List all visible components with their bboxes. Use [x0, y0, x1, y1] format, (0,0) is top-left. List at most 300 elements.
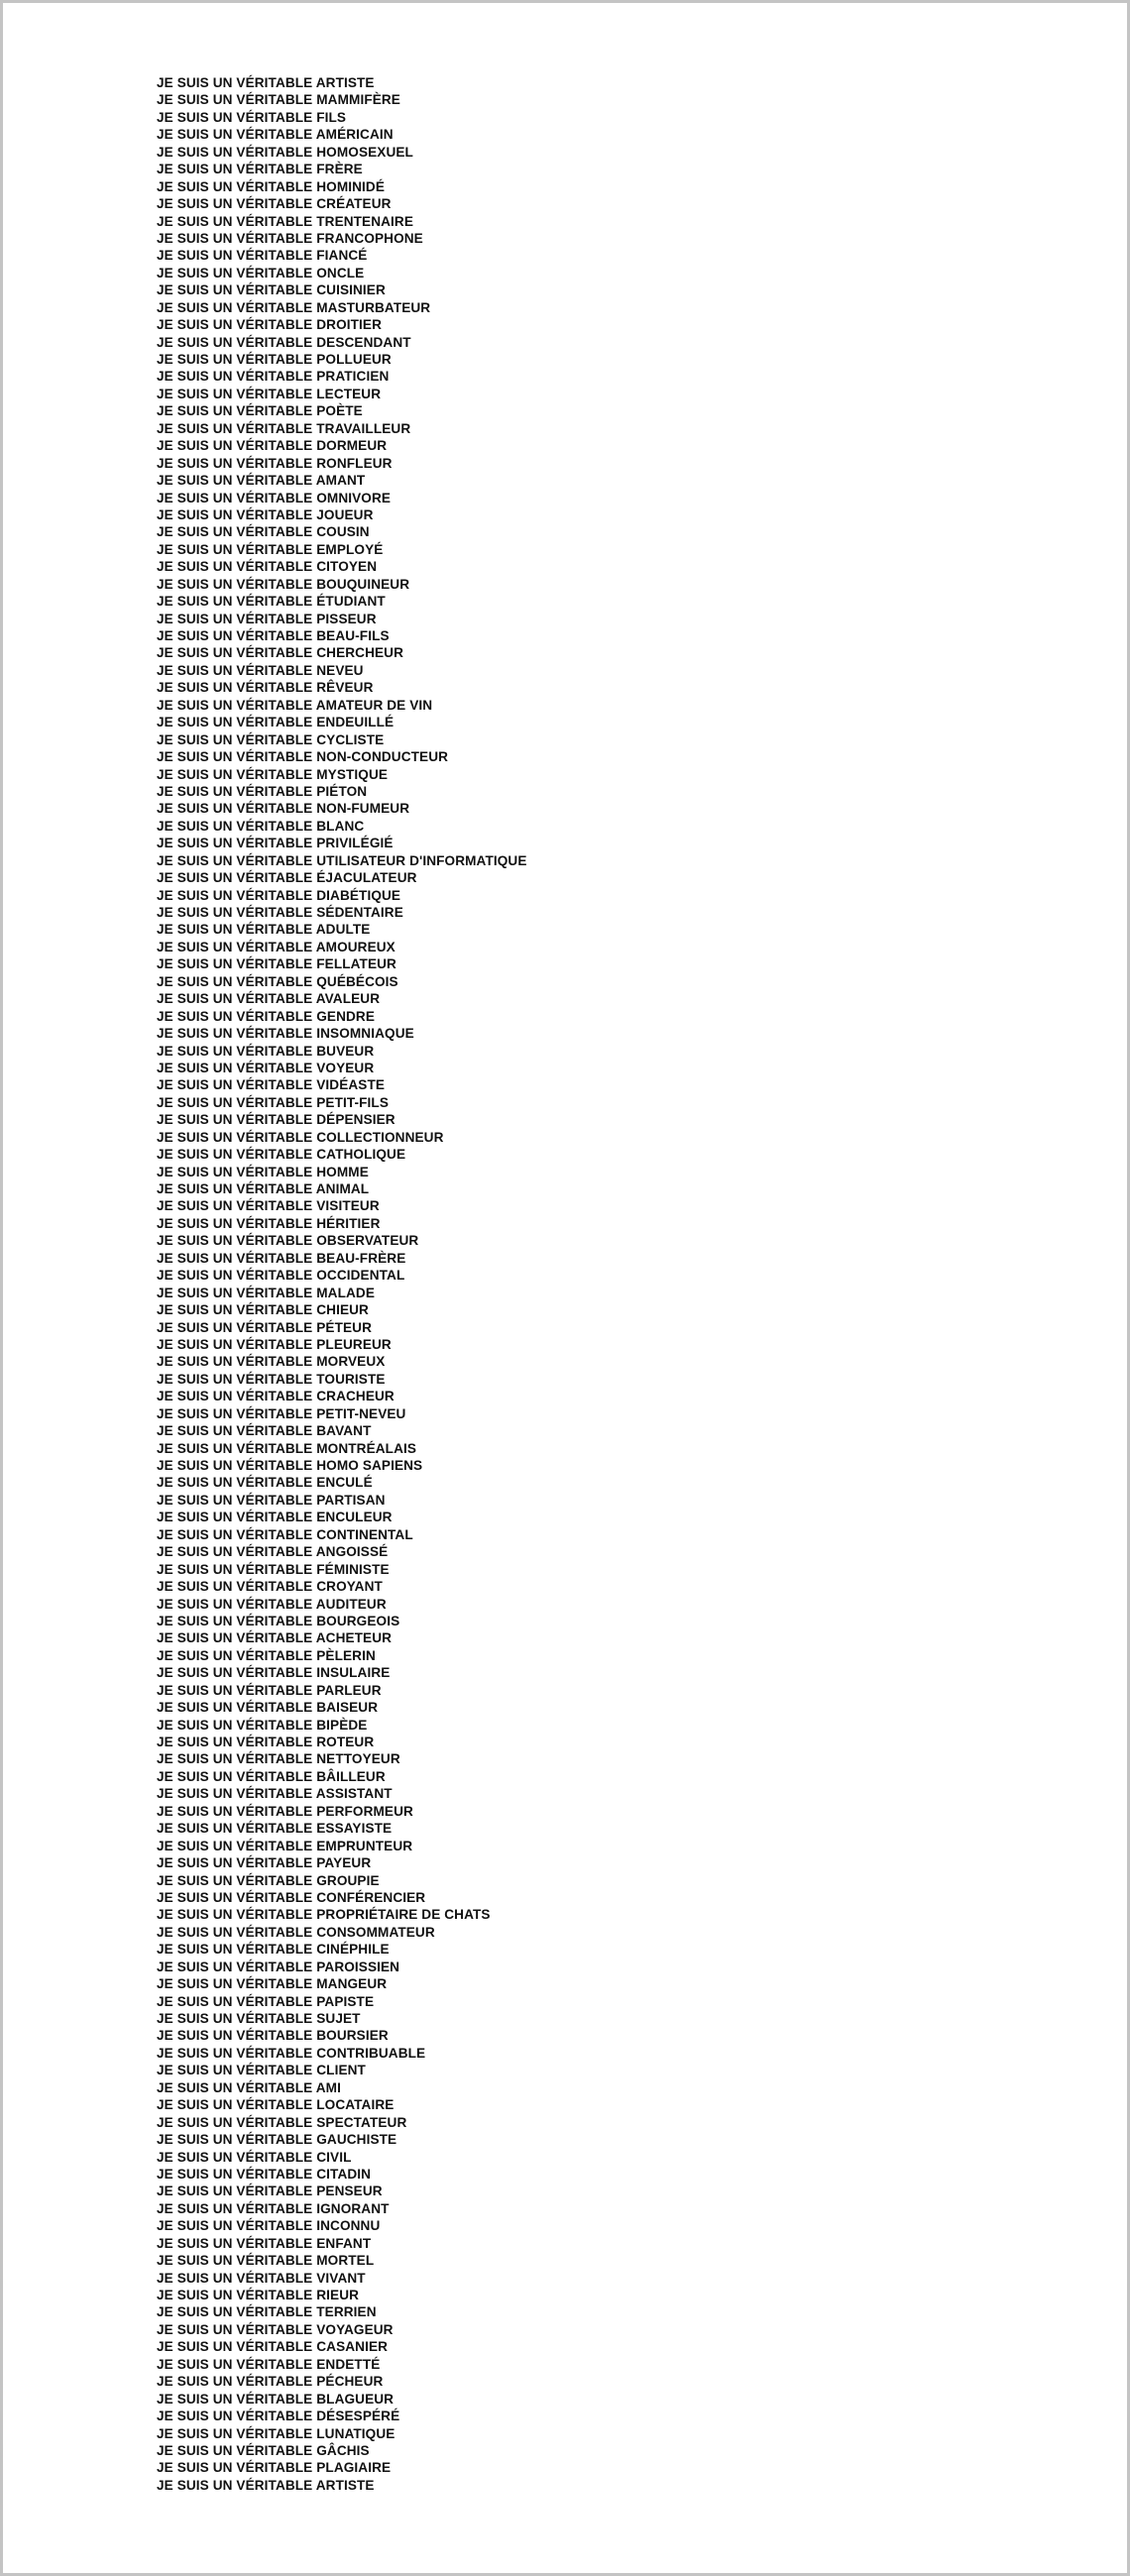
line-prefix: JE SUIS UN VÉRITABLE [157, 2253, 313, 2269]
line-prefix: JE SUIS UN VÉRITABLE [157, 490, 313, 505]
line-prefix: JE SUIS UN VÉRITABLE [157, 818, 313, 834]
poem-line [157, 2200, 527, 2217]
line-prefix: JE SUIS UN VÉRITABLE [157, 1907, 313, 1923]
line-prefix: JE SUIS UN VÉRITABLE [157, 611, 313, 626]
poem-line [157, 230, 527, 247]
poem-line [157, 1872, 527, 1889]
poem-line [157, 1596, 527, 1613]
poem-line [157, 1405, 527, 1422]
line-word: PRIVILÉGIÉ [316, 836, 394, 851]
line-word: SÉDENTAIRE [316, 905, 403, 920]
line-word: OBSERVATEUR [316, 1233, 419, 1249]
line-word: OMNIVORE [316, 490, 392, 505]
poem-line [157, 697, 527, 714]
line-prefix: JE SUIS UN VÉRITABLE [157, 282, 313, 298]
line-word: DÉPENSIER [316, 1112, 396, 1128]
line-prefix: JE SUIS UN VÉRITABLE [157, 2184, 313, 2199]
poem-line [157, 316, 527, 333]
line-prefix: JE SUIS UN VÉRITABLE [157, 1129, 313, 1145]
line-prefix: JE SUIS UN VÉRITABLE [157, 524, 313, 540]
poem-line [157, 887, 527, 904]
poem-line [157, 835, 527, 851]
poem-line [157, 1785, 527, 1802]
line-word: CINÉPHILE [316, 1942, 390, 1958]
line-word: CATHOLIQUE [316, 1147, 406, 1163]
line-prefix: JE SUIS UN VÉRITABLE [157, 1475, 313, 1491]
poem-line [157, 1509, 527, 1525]
poem-line [157, 1889, 527, 1906]
poem-line [157, 1319, 527, 1336]
line-word: DÉSESPÉRÉ [316, 2408, 400, 2424]
line-prefix: JE SUIS UN VÉRITABLE [157, 628, 313, 643]
poem-line [157, 2045, 527, 2062]
line-prefix: JE SUIS UN VÉRITABLE [157, 680, 313, 696]
line-word: TRENTENAIRE [316, 213, 414, 229]
line-word: VIDÉASTE [316, 1077, 386, 1093]
line-word: CONFÉRENCIER [316, 1889, 426, 1905]
poem-line [157, 1111, 527, 1128]
poem-line [157, 2166, 527, 2183]
poem-line [157, 1440, 527, 1457]
line-word: GENDRE [316, 1008, 376, 1024]
line-word: JOUEUR [316, 506, 374, 522]
line-prefix: JE SUIS UN VÉRITABLE [157, 2339, 313, 2355]
line-prefix: JE SUIS UN VÉRITABLE [157, 2045, 313, 2061]
poem-line [157, 2096, 527, 2113]
line-word: PENSEUR [316, 2184, 383, 2199]
poem-line [157, 576, 527, 593]
line-word: HOMME [316, 1164, 369, 1179]
line-word: PAYEUR [316, 1855, 372, 1871]
line-word: VOYEUR [316, 1060, 375, 1075]
line-prefix: JE SUIS UN VÉRITABLE [157, 1647, 313, 1663]
line-prefix: JE SUIS UN VÉRITABLE [157, 2425, 313, 2441]
line-prefix: JE SUIS UN VÉRITABLE [157, 731, 313, 747]
line-prefix: JE SUIS UN VÉRITABLE [157, 1735, 313, 1749]
line-word: HÉRITIER [316, 1215, 381, 1231]
poem-line [157, 1094, 527, 1111]
line-word: VISITEUR [316, 1198, 380, 1214]
poem-line [157, 990, 527, 1007]
line-word: PLEUREUR [316, 1336, 392, 1352]
line-prefix: JE SUIS UN VÉRITABLE [157, 1510, 313, 1525]
line-word: PRATICIEN [316, 369, 390, 385]
line-word: LECTEUR [316, 386, 382, 401]
line-prefix: JE SUIS UN VÉRITABLE [157, 887, 313, 903]
line-word: BOUQUINEUR [316, 576, 410, 592]
line-word: FILS [316, 109, 347, 125]
line-prefix: JE SUIS UN VÉRITABLE [157, 2079, 313, 2095]
line-word: MORTEL [316, 2253, 375, 2269]
line-word: PETIT-FILS [316, 1094, 389, 1110]
poem-line [157, 2217, 527, 2234]
line-word: COUSIN [316, 524, 370, 540]
line-word: ENDETTÉ [316, 2356, 381, 2372]
line-word: MASTURBATEUR [316, 299, 431, 315]
line-word: HOMOSEXUEL [316, 144, 413, 160]
poem-line [157, 1750, 527, 1767]
line-prefix: JE SUIS UN VÉRITABLE [157, 1526, 313, 1542]
line-prefix: JE SUIS UN VÉRITABLE [157, 1164, 313, 1179]
line-word: AMÉRICAIN [315, 127, 394, 143]
line-prefix: JE SUIS UN VÉRITABLE [157, 1544, 313, 1560]
poem-line [157, 2459, 527, 2476]
line-word: TRAVAILLEUR [316, 420, 411, 436]
line-word: PISSEUR [316, 611, 377, 626]
poem-line [157, 939, 527, 955]
poem-line [157, 472, 527, 489]
line-prefix: JE SUIS UN VÉRITABLE [157, 1060, 313, 1075]
line-word: TOURISTE [316, 1371, 386, 1387]
line-prefix: JE SUIS UN VÉRITABLE [157, 265, 313, 280]
poem-line [157, 1076, 527, 1093]
line-prefix: JE SUIS UN VÉRITABLE [157, 1147, 313, 1163]
line-prefix: JE SUIS UN VÉRITABLE [157, 1700, 313, 1716]
poem-line [157, 869, 527, 886]
poem-line [157, 2338, 527, 2355]
line-word: INSOMNIAQUE [316, 1026, 414, 1042]
line-word: PAROISSIEN [316, 1959, 400, 1974]
line-prefix: JE SUIS UN VÉRITABLE [157, 852, 313, 868]
line-prefix: JE SUIS UN VÉRITABLE [157, 369, 313, 385]
line-prefix: JE SUIS UN VÉRITABLE [157, 1250, 313, 1266]
line-word: ACHETEUR [315, 1630, 393, 1646]
line-prefix: JE SUIS UN VÉRITABLE [157, 2132, 313, 2148]
line-prefix: JE SUIS UN VÉRITABLE [157, 1579, 313, 1595]
poem-line [157, 281, 527, 298]
poem-line [157, 1543, 527, 1560]
poem-line [157, 1717, 527, 1734]
line-word: CYCLISTE [316, 731, 385, 747]
line-prefix: JE SUIS UN VÉRITABLE [157, 870, 313, 886]
line-prefix: JE SUIS UN VÉRITABLE [157, 75, 313, 90]
poem-line [157, 2131, 527, 2148]
line-prefix: JE SUIS UN VÉRITABLE [157, 1872, 313, 1888]
line-word: BÂILLEUR [316, 1768, 386, 1784]
poem-line [157, 2391, 527, 2408]
line-word: PLAGIAIRE [316, 2460, 392, 2476]
line-prefix: JE SUIS UN VÉRITABLE [157, 506, 313, 522]
poem-line [157, 2321, 527, 2338]
poem-line [157, 2183, 527, 2199]
line-word: ENCULEUR [316, 1510, 393, 1525]
poem-line [157, 1820, 527, 1837]
line-prefix: JE SUIS UN VÉRITABLE [157, 1233, 313, 1249]
line-prefix: JE SUIS UN VÉRITABLE [157, 1942, 313, 1958]
line-prefix: JE SUIS UN VÉRITABLE [157, 403, 313, 419]
line-prefix: JE SUIS UN VÉRITABLE [157, 922, 313, 938]
line-prefix: JE SUIS UN VÉRITABLE [157, 2304, 313, 2320]
line-word: CASANIER [316, 2339, 389, 2355]
line-word: TERRIEN [316, 2304, 377, 2320]
line-prefix: JE SUIS UN VÉRITABLE [157, 162, 313, 177]
poem-line [157, 541, 527, 558]
poem-line [157, 1371, 527, 1388]
line-prefix: JE SUIS UN VÉRITABLE [157, 1561, 313, 1577]
poem-line [157, 2027, 527, 2044]
poem-line [157, 1959, 527, 1975]
line-prefix: JE SUIS UN VÉRITABLE [157, 1821, 313, 1837]
line-word: ROTEUR [316, 1735, 375, 1749]
poem-line [157, 144, 527, 161]
line-prefix: JE SUIS UN VÉRITABLE [157, 1924, 313, 1940]
poem-line [157, 178, 527, 195]
line-prefix: JE SUIS UN VÉRITABLE [157, 109, 313, 125]
poem-line [157, 91, 527, 108]
line-word: BIPÈDE [316, 1717, 368, 1733]
line-word: SUJET [316, 2011, 361, 2026]
line-prefix: JE SUIS UN VÉRITABLE [157, 1803, 313, 1819]
line-word: MYSTIQUE [316, 766, 389, 782]
poem-line [157, 1975, 527, 1992]
line-word: MALADE [316, 1285, 375, 1300]
poem-line [157, 351, 527, 368]
line-prefix: JE SUIS UN VÉRITABLE [157, 2460, 313, 2476]
line-prefix: JE SUIS UN VÉRITABLE [157, 1630, 313, 1646]
line-word: INSULAIRE [316, 1665, 391, 1681]
poem-line [157, 627, 527, 644]
poem-line [157, 679, 527, 696]
line-prefix: JE SUIS UN VÉRITABLE [157, 1717, 313, 1733]
line-word: POÈTE [316, 403, 363, 419]
poem-line [157, 766, 527, 783]
poem-line [157, 2062, 527, 2078]
line-word: CHERCHEUR [316, 645, 404, 661]
line-prefix: JE SUIS UN VÉRITABLE [157, 1354, 313, 1370]
line-word: ÉTUDIANT [316, 594, 386, 610]
poem-line [157, 2287, 527, 2303]
line-word: DIABÉTIQUE [316, 887, 401, 903]
poem-line [157, 1025, 527, 1042]
line-word: LOCATAIRE [316, 2097, 395, 2113]
line-prefix: JE SUIS UN VÉRITABLE [157, 905, 313, 920]
poem-line [157, 2477, 527, 2494]
line-word: NON-FUMEUR [316, 801, 410, 817]
line-word: BLAGUEUR [316, 2391, 395, 2407]
poem-line [157, 1250, 527, 1267]
line-prefix: JE SUIS UN VÉRITABLE [157, 1181, 313, 1196]
poem-line [157, 783, 527, 800]
poem-line [157, 955, 527, 972]
line-prefix: JE SUIS UN VÉRITABLE [157, 1596, 313, 1612]
line-prefix: JE SUIS UN VÉRITABLE [157, 1976, 313, 1992]
line-word: DORMEUR [316, 438, 388, 454]
poem-line [157, 1578, 527, 1595]
line-word: PÈLERIN [316, 1647, 376, 1663]
poem-line [157, 1301, 527, 1318]
line-word: ARTISTE [315, 75, 375, 90]
poem-line [157, 1629, 527, 1646]
line-prefix: JE SUIS UN VÉRITABLE [157, 715, 313, 730]
line-word: GAUCHISTE [316, 2132, 397, 2148]
line-word: RONFLEUR [316, 455, 393, 471]
line-prefix: JE SUIS UN VÉRITABLE [157, 1198, 313, 1214]
line-prefix: JE SUIS UN VÉRITABLE [157, 576, 313, 592]
line-prefix: JE SUIS UN VÉRITABLE [157, 1959, 313, 1974]
poem-line [157, 247, 527, 264]
line-word: ANIMAL [315, 1181, 370, 1196]
line-word: ARTISTE [315, 2477, 375, 2493]
line-word: FÉMINISTE [316, 1561, 390, 1577]
line-word: ÉJACULATEUR [316, 870, 417, 886]
line-prefix: JE SUIS UN VÉRITABLE [157, 1682, 313, 1698]
line-word: PETIT-NEVEU [316, 1405, 406, 1421]
line-prefix: JE SUIS UN VÉRITABLE [157, 2063, 313, 2078]
poem-text [157, 74, 527, 2494]
line-word: NON-CONDUCTEUR [316, 749, 449, 765]
line-prefix: JE SUIS UN VÉRITABLE [157, 2442, 313, 2458]
line-prefix: JE SUIS UN VÉRITABLE [157, 2374, 313, 2390]
poem-line [157, 800, 527, 817]
line-word: DROITIER [316, 317, 382, 333]
line-prefix: JE SUIS UN VÉRITABLE [157, 645, 313, 661]
poem-line [157, 1180, 527, 1197]
line-word: POLLUEUR [316, 352, 392, 367]
line-word: HOMO SAPIENS [316, 1458, 423, 1473]
poem-line [157, 74, 527, 91]
poem-line [157, 1768, 527, 1785]
line-prefix: JE SUIS UN VÉRITABLE [157, 1215, 313, 1231]
line-word: ASSISTANT [315, 1786, 393, 1802]
line-word: AUDITEUR [315, 1596, 387, 1612]
line-prefix: JE SUIS UN VÉRITABLE [157, 1043, 313, 1059]
line-word: CRÉATEUR [316, 196, 392, 212]
line-prefix: JE SUIS UN VÉRITABLE [157, 1440, 313, 1456]
line-prefix: JE SUIS UN VÉRITABLE [157, 2477, 313, 2493]
line-prefix: JE SUIS UN VÉRITABLE [157, 1268, 313, 1284]
line-prefix: JE SUIS UN VÉRITABLE [157, 1094, 313, 1110]
poem-line [157, 490, 527, 506]
line-word: CITOYEN [316, 559, 378, 575]
line-prefix: JE SUIS UN VÉRITABLE [157, 956, 313, 972]
line-word: ADULTE [315, 922, 371, 938]
poem-line [157, 1060, 527, 1076]
poem-line [157, 1008, 527, 1025]
poem-line [157, 1285, 527, 1301]
line-word: MONTRÉALAIS [316, 1440, 417, 1456]
line-word: SPECTATEUR [316, 2114, 407, 2130]
line-word: NETTOYEUR [316, 1751, 400, 1767]
line-prefix: JE SUIS UN VÉRITABLE [157, 248, 313, 264]
line-word: FRANCOPHONE [316, 230, 423, 246]
poem-line [157, 334, 527, 351]
line-prefix: JE SUIS UN VÉRITABLE [157, 178, 313, 194]
line-prefix: JE SUIS UN VÉRITABLE [157, 1336, 313, 1352]
poem-line [157, 558, 527, 575]
poem-line [157, 1854, 527, 1871]
line-word: AMI [315, 2079, 341, 2095]
poem-line [157, 593, 527, 610]
line-word: CITADIN [316, 2166, 372, 2182]
poem-line [157, 1941, 527, 1958]
poem-line [157, 523, 527, 540]
line-word: VIVANT [316, 2270, 366, 2286]
poem-line [157, 109, 527, 126]
line-word: BOURSIER [316, 2028, 389, 2044]
poem-line [157, 1993, 527, 2010]
poem-line [157, 402, 527, 419]
line-prefix: JE SUIS UN VÉRITABLE [157, 2356, 313, 2372]
poem-line [157, 368, 527, 385]
line-prefix: JE SUIS UN VÉRITABLE [157, 594, 313, 610]
poem-line [157, 161, 527, 177]
line-prefix: JE SUIS UN VÉRITABLE [157, 697, 313, 713]
line-prefix: JE SUIS UN VÉRITABLE [157, 213, 313, 229]
line-prefix: JE SUIS UN VÉRITABLE [157, 1371, 313, 1387]
poem-line [157, 611, 527, 627]
poem-line [157, 1215, 527, 1232]
line-prefix: JE SUIS UN VÉRITABLE [157, 230, 313, 246]
line-word: DESCENDANT [316, 334, 411, 350]
line-word: PARLEUR [316, 1682, 382, 1698]
poem-line [157, 1664, 527, 1681]
line-prefix: JE SUIS UN VÉRITABLE [157, 438, 313, 454]
line-word: PROPRIÉTAIRE DE CHATS [316, 1907, 491, 1923]
line-word: BOURGEOIS [316, 1613, 400, 1628]
line-prefix: JE SUIS UN VÉRITABLE [157, 1389, 313, 1404]
poem-line [157, 1561, 527, 1578]
line-prefix: JE SUIS UN VÉRITABLE [157, 1613, 313, 1628]
line-prefix: JE SUIS UN VÉRITABLE [157, 2288, 313, 2302]
poem-line [157, 662, 527, 679]
poem-line [157, 455, 527, 472]
poem-line [157, 1457, 527, 1474]
line-prefix: JE SUIS UN VÉRITABLE [157, 2166, 313, 2182]
line-word: ESSAYISTE [316, 1821, 393, 1837]
line-prefix: JE SUIS UN VÉRITABLE [157, 1492, 313, 1508]
poem-line [157, 1682, 527, 1699]
poem-line [157, 1647, 527, 1664]
poem-line [157, 1197, 527, 1214]
poem-line [157, 1699, 527, 1716]
line-prefix: JE SUIS UN VÉRITABLE [157, 749, 313, 765]
poem-line [157, 1267, 527, 1284]
line-prefix: JE SUIS UN VÉRITABLE [157, 1838, 313, 1853]
poem-line [157, 2303, 527, 2320]
line-word: GROUPIE [316, 1872, 380, 1888]
line-prefix: JE SUIS UN VÉRITABLE [157, 541, 313, 557]
poem-line [157, 299, 527, 316]
line-word: ANGOISSÉ [315, 1544, 389, 1560]
line-prefix: JE SUIS UN VÉRITABLE [157, 1458, 313, 1473]
poem-line [157, 818, 527, 835]
poem-line [157, 1146, 527, 1163]
line-word: FELLATEUR [316, 956, 396, 972]
line-prefix: JE SUIS UN VÉRITABLE [157, 991, 313, 1007]
line-prefix: JE SUIS UN VÉRITABLE [157, 2391, 313, 2407]
poem-line [157, 1924, 527, 1941]
line-prefix: JE SUIS UN VÉRITABLE [157, 2270, 313, 2286]
line-word: CHIEUR [316, 1302, 369, 1318]
poem-line [157, 1388, 527, 1404]
poem-line [157, 195, 527, 212]
line-word: EMPLOYÉ [316, 541, 384, 557]
poem-line [157, 420, 527, 437]
line-prefix: JE SUIS UN VÉRITABLE [157, 1008, 313, 1024]
line-prefix: JE SUIS UN VÉRITABLE [157, 973, 313, 989]
line-prefix: JE SUIS UN VÉRITABLE [157, 144, 313, 160]
poem-line [157, 1613, 527, 1629]
line-prefix: JE SUIS UN VÉRITABLE [157, 2200, 313, 2216]
poem-line [157, 921, 527, 938]
line-prefix: JE SUIS UN VÉRITABLE [157, 386, 313, 401]
poem-line [157, 1803, 527, 1820]
line-prefix: JE SUIS UN VÉRITABLE [157, 2321, 313, 2337]
line-word: BUVEUR [316, 1043, 375, 1059]
poem-line [157, 748, 527, 765]
line-word: CONTRIBUABLE [316, 2045, 426, 2061]
line-word: PÉTEUR [316, 1319, 372, 1335]
